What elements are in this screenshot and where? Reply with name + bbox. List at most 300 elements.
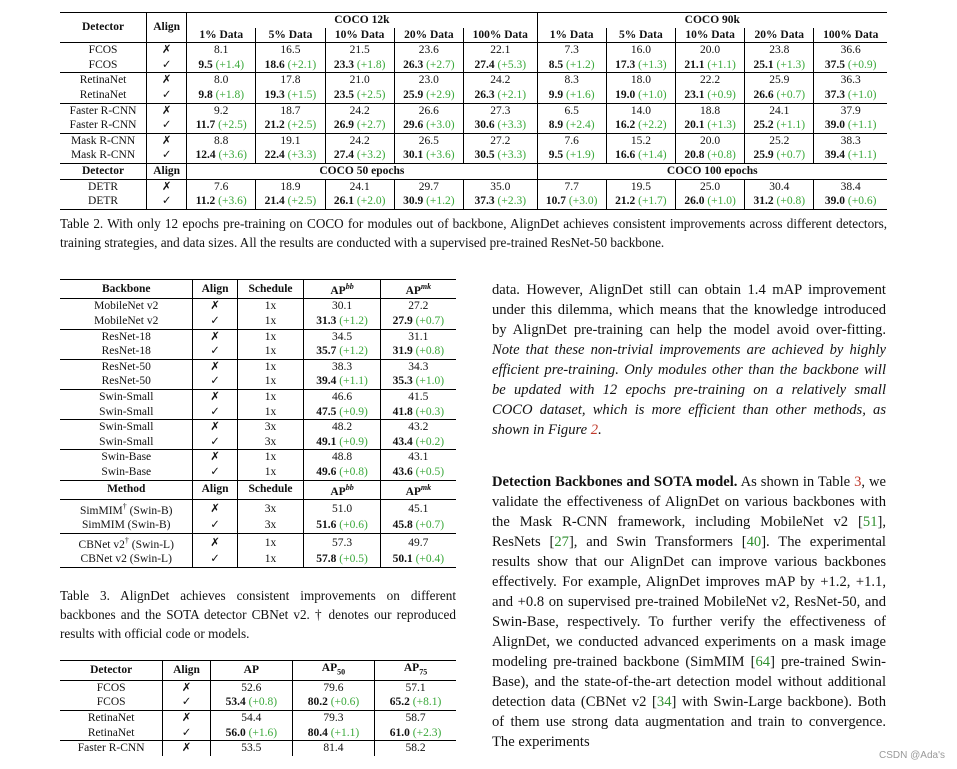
table-row xyxy=(60,389,456,404)
ap-bb-cell: 31.3 (+1.2) xyxy=(304,314,380,329)
value-cell: 23.1 (+0.9) xyxy=(675,88,744,103)
t2-column-header: 100% Data xyxy=(463,28,537,43)
align-mark: ✓ xyxy=(147,194,187,209)
ap-mk-cell: 41.8 (+0.3) xyxy=(380,405,456,420)
align-mark: ✓ xyxy=(193,465,237,480)
citation-34[interactable]: 34 xyxy=(656,694,672,710)
value-cell: 36.3 xyxy=(814,73,887,88)
value-cell: 37.9 xyxy=(814,103,887,118)
ap-mk-cell: 31.9 (+0.8) xyxy=(380,344,456,359)
value-cell: 61.0 (+2.3) xyxy=(375,726,456,741)
value-cell: 21.1 (+1.1) xyxy=(675,58,744,73)
value-cell: 23.8 xyxy=(745,43,814,58)
value-cell: 9.5 (+1.4) xyxy=(187,58,256,73)
body-paragraph-overfitting xyxy=(492,280,886,440)
t2-group2-header: COCO 100 epochs xyxy=(537,163,887,179)
value-cell: 14.0 xyxy=(606,103,675,118)
value-cell: 80.2 (+0.6) xyxy=(292,695,374,710)
schedule-cell: 1x xyxy=(237,314,304,329)
ap-bb-cell: 34.5 xyxy=(304,329,380,344)
detector-name: RetinaNet xyxy=(87,726,135,739)
align-mark: ✓ xyxy=(193,314,237,329)
value-cell: 27.4 (+5.3) xyxy=(463,58,537,73)
ap-mk-cell: 31.1 xyxy=(380,329,456,344)
align-mark: ✓ xyxy=(193,374,237,389)
align-mark: ✗ xyxy=(163,711,210,726)
table-row xyxy=(60,43,887,58)
value-cell: 52.6 xyxy=(210,680,292,695)
backbone-name: MobileNet v2 xyxy=(94,315,159,328)
align-mark: ✓ xyxy=(147,148,187,163)
ap-bb-cell: 35.7 (+1.2) xyxy=(304,344,380,359)
ap-bb-cell: 57.3 xyxy=(304,533,380,552)
t2-column-header: 1% Data xyxy=(187,28,256,43)
value-cell: 30.9 (+1.2) xyxy=(394,194,463,209)
t3-apmk-header: $AP^{mk}$ xyxy=(380,280,456,299)
t2-subheader-row xyxy=(60,163,887,179)
value-cell: 16.2 (+2.2) xyxy=(606,118,675,133)
section-heading: Detection Backbones and SOTA model. xyxy=(492,474,738,490)
t2-column-header: 20% Data xyxy=(394,28,463,43)
value-cell: 20.0 xyxy=(675,43,744,58)
t2-column-header: 1% Data xyxy=(537,28,606,43)
schedule-cell: 1x xyxy=(237,329,304,344)
align-mark: ✗ xyxy=(147,133,187,148)
value-cell: 22.1 xyxy=(463,43,537,58)
table-row xyxy=(60,695,456,710)
schedule-cell: 1x xyxy=(237,359,304,374)
table-2 xyxy=(60,12,887,210)
citation-40[interactable]: 40 xyxy=(746,534,762,550)
table-row xyxy=(60,726,456,741)
value-cell: 8.1 xyxy=(187,43,256,58)
detector-name: Mask R-CNN xyxy=(70,149,136,162)
value-cell: 8.8 xyxy=(187,133,256,148)
value-cell: 19.0 (+1.0) xyxy=(606,88,675,103)
value-cell: 25.0 xyxy=(675,179,744,194)
table-row xyxy=(60,741,456,756)
backbone-name: Swin-Small xyxy=(99,405,154,418)
schedule-cell: 1x xyxy=(237,465,304,480)
value-cell: 30.1 (+3.6) xyxy=(394,148,463,163)
t3-apbb-header: $AP^{bb}$ xyxy=(304,480,380,499)
value-cell: 16.5 xyxy=(256,43,325,58)
value-cell: 22.2 xyxy=(675,73,744,88)
align-mark: ✓ xyxy=(147,58,187,73)
method-name: CBNet v2 (Swin-L) xyxy=(80,553,172,566)
t3-method-header-row xyxy=(60,480,456,499)
value-cell: 7.6 xyxy=(187,179,256,194)
table-row xyxy=(60,118,887,133)
value-cell: 19.3 (+1.5) xyxy=(256,88,325,103)
ap-bb-cell: 48.2 xyxy=(304,420,380,435)
ap-mk-cell: 45.1 xyxy=(380,499,456,518)
ap-mk-cell: 34.3 xyxy=(380,359,456,374)
value-cell: 16.6 (+1.4) xyxy=(606,148,675,163)
detector-name: Faster R-CNN xyxy=(69,104,137,117)
value-cell: 6.5 xyxy=(537,103,606,118)
table-4 xyxy=(60,660,456,756)
schedule-cell: 3x xyxy=(237,435,304,450)
table-row xyxy=(60,680,456,695)
value-cell: 12.4 (+3.6) xyxy=(187,148,256,163)
value-cell: 25.2 (+1.1) xyxy=(745,118,814,133)
schedule-cell: 1x xyxy=(237,344,304,359)
ap-mk-cell: 43.1 xyxy=(380,450,456,465)
table-row xyxy=(60,88,887,103)
schedule-cell: 1x xyxy=(237,389,304,404)
align-mark: ✗ xyxy=(193,420,237,435)
backbone-name: ResNet-18 xyxy=(101,345,151,358)
value-cell: 79.6 xyxy=(292,680,374,695)
value-cell: 37.3 (+2.3) xyxy=(463,194,537,209)
table-row xyxy=(60,329,456,344)
ap-bb-cell: 46.6 xyxy=(304,389,380,404)
table-row xyxy=(60,148,887,163)
value-cell: 21.4 (+2.5) xyxy=(256,194,325,209)
table-row xyxy=(60,711,456,726)
t4-align-header: Align xyxy=(163,661,210,681)
value-cell: 26.1 (+2.0) xyxy=(325,194,394,209)
method-name: CBNet v2† (Swin-L) xyxy=(78,535,174,551)
detector-name: FCOS xyxy=(96,681,126,694)
value-cell: 9.2 xyxy=(187,103,256,118)
value-cell: 25.1 (+1.3) xyxy=(745,58,814,73)
ap-mk-cell: 27.2 xyxy=(380,299,456,314)
value-cell: 19.5 xyxy=(606,179,675,194)
value-cell: 18.6 (+2.1) xyxy=(256,58,325,73)
schedule-cell: 1x xyxy=(237,450,304,465)
value-cell: 7.6 xyxy=(537,133,606,148)
detector-name: FCOS xyxy=(88,44,118,57)
schedule-cell: 1x xyxy=(237,552,304,567)
value-cell: 30.4 xyxy=(745,179,814,194)
schedule-cell: 1x xyxy=(237,405,304,420)
ap-mk-cell: 41.5 xyxy=(380,389,456,404)
t3-apbb-header: $AP^{bb}$ xyxy=(304,280,380,299)
value-cell: 18.7 xyxy=(256,103,325,118)
t3-apmk-header: $AP^{mk}$ xyxy=(380,480,456,499)
align-mark: ✗ xyxy=(193,533,237,552)
ap-bb-cell: 49.6 (+0.8) xyxy=(304,465,380,480)
value-cell: 38.3 xyxy=(814,133,887,148)
value-cell: 9.8 (+1.8) xyxy=(187,88,256,103)
value-cell: 65.2 (+8.1) xyxy=(375,695,456,710)
table-row xyxy=(60,194,887,209)
value-cell: 26.3 (+2.7) xyxy=(394,58,463,73)
value-cell: 30.6 (+3.3) xyxy=(463,118,537,133)
table-row xyxy=(60,435,456,450)
value-cell: 22.4 (+3.3) xyxy=(256,148,325,163)
p1-text: data. However, AlignDet still can obtain 1.4 mAP improvement under this dilemma, which means that the knowledge introduced by AlignDet pre-training can help the model avoid over-fitting. xyxy=(492,282,886,338)
align-mark: ✓ xyxy=(163,695,210,710)
value-cell: 39.0 (+1.1) xyxy=(814,118,887,133)
value-cell: 21.0 xyxy=(325,73,394,88)
align-mark: ✓ xyxy=(193,552,237,567)
value-cell: 26.3 (+2.1) xyxy=(463,88,537,103)
value-cell: 20.1 (+1.3) xyxy=(675,118,744,133)
value-cell: 36.6 xyxy=(814,43,887,58)
value-cell: 7.3 xyxy=(537,43,606,58)
value-cell: 35.0 xyxy=(463,179,537,194)
detector-name: DETR xyxy=(88,180,119,193)
table-row xyxy=(60,552,456,567)
t3-method-header: Method xyxy=(107,483,146,496)
value-cell: 9.9 (+1.6) xyxy=(537,88,606,103)
backbone-name: Swin-Small xyxy=(99,390,154,403)
table-row xyxy=(60,374,456,389)
value-cell: 18.8 xyxy=(675,103,744,118)
ap-bb-cell: 30.1 xyxy=(304,299,380,314)
value-cell: 20.8 (+0.8) xyxy=(675,148,744,163)
ap-bb-cell: 38.3 xyxy=(304,359,380,374)
table-2-caption: Table 2. With only 12 epochs pre-training on COCO for modules out of backbone, AlignDet achieves consistent improvements across different detectors, training strategies, and data sizes. All the results are conducted with a supervised pre-trained ResNet-50 backbone. xyxy=(60,216,887,250)
ap-bb-cell: 39.4 (+1.1) xyxy=(304,374,380,389)
detector-name: FCOS xyxy=(88,58,118,71)
schedule-cell: 3x xyxy=(237,499,304,518)
value-cell: 8.5 (+1.2) xyxy=(537,58,606,73)
ap-mk-cell: 45.8 (+0.7) xyxy=(380,518,456,533)
ap-bb-cell: 51.6 (+0.6) xyxy=(304,518,380,533)
ap-mk-cell: 27.9 (+0.7) xyxy=(380,314,456,329)
backbone-name: Swin-Small xyxy=(99,421,154,434)
ap-bb-cell: 57.8 (+0.5) xyxy=(304,552,380,567)
backbone-name: Swin-Small xyxy=(99,435,154,448)
ap-bb-cell: 48.8 xyxy=(304,450,380,465)
table-row xyxy=(60,299,456,314)
t2-align-header: Align xyxy=(147,13,187,43)
value-cell: 23.0 xyxy=(394,73,463,88)
t2-group1-header: COCO 50 epochs xyxy=(187,163,537,179)
align-mark: ✗ xyxy=(147,43,187,58)
citation-51[interactable]: 51 xyxy=(862,514,878,530)
value-cell: 58.7 xyxy=(375,711,456,726)
table-3 xyxy=(60,279,456,568)
value-cell: 24.2 xyxy=(325,133,394,148)
detector-name: RetinaNet xyxy=(87,712,135,725)
value-cell: 11.2 (+3.6) xyxy=(187,194,256,209)
body-paragraph-backbones: Detection Backbones and SOTA model. As shown in Table 3, we validate the effectiveness of AlignDet on various backbones with the Mask R-CNN framework, including MobileNet v2 [51], ResNets [27], and Swin Transformers [40]. The experimental results show that our AlignDet can improve various backbones effectively. For example, AlignDet improves mAP by +1.2, +1.1, and +0.8 on supervised pre-trained MobileNet v2, ResNet-50, and Swin-Base, respectively. To further verify the effectiveness of AlignDet, we conducted advanced experiments on a mask image modeling pre-trained backbone (SimMIM [64] pre-trained Swin-Base), and the state-of-the-art detection model without additional detection data (CBNet v2 [34] with Swin-Large backbone). Both of them use strong data augmentation and train to convergence. The experiments xyxy=(492,474,886,750)
value-cell: 39.4 (+1.1) xyxy=(814,148,887,163)
schedule-cell: 3x xyxy=(237,420,304,435)
value-cell: 17.8 xyxy=(256,73,325,88)
value-cell: 24.1 xyxy=(325,179,394,194)
p1-italic: Note that these non-trivial improvements are achieved by highly efficient pre-training. Only modules other than the backbone will be updated with 12 epochs pre-training on a relatively small COCO dataset, which is more efficient than other methods, as shown in Figure 2. xyxy=(492,342,886,438)
ap-mk-cell: 49.7 xyxy=(380,533,456,552)
ap-bb-cell: 47.5 (+0.9) xyxy=(304,405,380,420)
method-name: SimMIM (Swin-B) xyxy=(81,519,171,532)
value-cell: 37.5 (+0.9) xyxy=(814,58,887,73)
table-row xyxy=(60,450,456,465)
schedule-cell: 1x xyxy=(237,299,304,314)
table-row xyxy=(60,314,456,329)
align-mark: ✓ xyxy=(193,405,237,420)
table-row xyxy=(60,179,887,194)
value-cell: 26.9 (+2.7) xyxy=(325,118,394,133)
t2-column-header: 5% Data xyxy=(606,28,675,43)
value-cell: 8.0 xyxy=(187,73,256,88)
table-row xyxy=(60,58,887,73)
backbone-name: ResNet-50 xyxy=(101,360,151,373)
value-cell: 53.4 (+0.8) xyxy=(210,695,292,710)
value-cell: 19.1 xyxy=(256,133,325,148)
ap-bb-cell: 49.1 (+0.9) xyxy=(304,435,380,450)
value-cell: 21.2 (+2.5) xyxy=(256,118,325,133)
t2-column-header: 20% Data xyxy=(745,28,814,43)
t2-group1-header: COCO 12k xyxy=(187,13,537,28)
t4-detector-header: Detector xyxy=(90,664,133,677)
backbone-name: MobileNet v2 xyxy=(94,300,159,313)
method-name: SimMIM† (Swin-B) xyxy=(79,501,173,517)
t2-column-header: 5% Data xyxy=(256,28,325,43)
value-cell: 30.5 (+3.3) xyxy=(463,148,537,163)
align-mark: ✓ xyxy=(163,726,210,741)
align-mark: ✗ xyxy=(193,299,237,314)
value-cell: 15.2 xyxy=(606,133,675,148)
table-row xyxy=(60,518,456,533)
schedule-cell: 1x xyxy=(237,374,304,389)
table-row xyxy=(60,344,456,359)
align-mark: ✓ xyxy=(193,435,237,450)
value-cell: 58.2 xyxy=(375,741,456,756)
backbone-name: ResNet-18 xyxy=(101,330,151,343)
t3-schedule-header: Schedule xyxy=(237,280,304,299)
t2-detector-header: Detector xyxy=(81,21,125,34)
value-cell: 29.6 (+3.0) xyxy=(394,118,463,133)
value-cell: 37.3 (+1.0) xyxy=(814,88,887,103)
t2-detector-header: Detector xyxy=(81,164,125,177)
citation-64[interactable]: 64 xyxy=(755,654,771,670)
t3-backbone-header: Backbone xyxy=(101,282,151,295)
align-mark: ✗ xyxy=(193,389,237,404)
figure-2-link[interactable]: 2 xyxy=(590,422,599,438)
align-mark: ✓ xyxy=(193,344,237,359)
table-row xyxy=(60,133,887,148)
t3-align-header: Align xyxy=(193,480,237,499)
value-cell: 10.7 (+3.0) xyxy=(537,194,606,209)
ap-mk-cell: 43.2 xyxy=(380,420,456,435)
value-cell: 79.3 xyxy=(292,711,374,726)
ap-bb-cell: 51.0 xyxy=(304,499,380,518)
value-cell: 54.4 xyxy=(210,711,292,726)
detector-name: Faster R-CNN xyxy=(69,119,137,132)
align-mark: ✗ xyxy=(163,741,210,756)
table-row xyxy=(60,420,456,435)
align-mark: ✗ xyxy=(193,329,237,344)
value-cell: 17.3 (+1.3) xyxy=(606,58,675,73)
backbone-name: ResNet-50 xyxy=(101,375,151,388)
citation-27[interactable]: 27 xyxy=(554,534,569,550)
t4-ap-header: AP xyxy=(210,661,292,681)
align-mark: ✓ xyxy=(193,518,237,533)
t4-ap75-header: $AP_{75}$ xyxy=(375,661,456,681)
detector-name: RetinaNet xyxy=(79,74,127,87)
value-cell: 31.2 (+0.8) xyxy=(745,194,814,209)
value-cell: 7.7 xyxy=(537,179,606,194)
t2-column-header: 10% Data xyxy=(325,28,394,43)
value-cell: 24.2 xyxy=(325,103,394,118)
table-row xyxy=(60,533,456,552)
t2-column-header: 10% Data xyxy=(675,28,744,43)
detector-name: RetinaNet xyxy=(79,88,127,101)
value-cell: 8.9 (+2.4) xyxy=(537,118,606,133)
align-mark: ✓ xyxy=(147,88,187,103)
value-cell: 80.4 (+1.1) xyxy=(292,726,374,741)
value-cell: 25.9 (+2.9) xyxy=(394,88,463,103)
value-cell: 26.0 (+1.0) xyxy=(675,194,744,209)
value-cell: 29.7 xyxy=(394,179,463,194)
ap-mk-cell: 35.3 (+1.0) xyxy=(380,374,456,389)
align-mark: ✗ xyxy=(193,359,237,374)
value-cell: 25.2 xyxy=(745,133,814,148)
value-cell: 23.3 (+1.8) xyxy=(325,58,394,73)
t2-column-header: 100% Data xyxy=(814,28,887,43)
t3-align-header: Align xyxy=(193,280,237,299)
value-cell: 39.0 (+0.6) xyxy=(814,194,887,209)
value-cell: 26.6 (+0.7) xyxy=(745,88,814,103)
table-row xyxy=(60,73,887,88)
detector-name: Faster R-CNN xyxy=(77,742,145,755)
value-cell: 18.9 xyxy=(256,179,325,194)
align-mark: ✗ xyxy=(193,499,237,518)
detector-name: DETR xyxy=(88,195,119,208)
value-cell: 56.0 (+1.6) xyxy=(210,726,292,741)
value-cell: 26.5 xyxy=(394,133,463,148)
table-row xyxy=(60,465,456,480)
value-cell: 21.5 xyxy=(325,43,394,58)
backbone-name: Swin-Base xyxy=(101,451,152,464)
align-mark: ✗ xyxy=(193,450,237,465)
value-cell: 57.1 xyxy=(375,680,456,695)
value-cell: 18.0 xyxy=(606,73,675,88)
schedule-cell: 1x xyxy=(237,533,304,552)
align-mark: ✗ xyxy=(163,680,210,695)
table-row xyxy=(60,359,456,374)
value-cell: 24.2 xyxy=(463,73,537,88)
value-cell: 23.5 (+2.5) xyxy=(325,88,394,103)
value-cell: 9.5 (+1.9) xyxy=(537,148,606,163)
backbone-name: Swin-Base xyxy=(101,465,152,478)
ap-mk-cell: 43.6 (+0.5) xyxy=(380,465,456,480)
value-cell: 26.6 xyxy=(394,103,463,118)
value-cell: 38.4 xyxy=(814,179,887,194)
t2-group2-header: COCO 90k xyxy=(537,13,887,28)
value-cell: 24.1 xyxy=(745,103,814,118)
table-row xyxy=(60,103,887,118)
table-3-caption: Table 3. AlignDet achieves consistent improvements on different backbones and the SOTA detector CBNet v2. † denotes our reproduced results with official code or models. xyxy=(60,588,456,641)
ap-mk-cell: 43.4 (+0.2) xyxy=(380,435,456,450)
align-mark: ✗ xyxy=(147,73,187,88)
table-row xyxy=(60,405,456,420)
value-cell: 16.0 xyxy=(606,43,675,58)
value-cell: 27.2 xyxy=(463,133,537,148)
value-cell: 27.4 (+3.2) xyxy=(325,148,394,163)
value-cell: 21.2 (+1.7) xyxy=(606,194,675,209)
value-cell: 8.3 xyxy=(537,73,606,88)
value-cell: 27.3 xyxy=(463,103,537,118)
t3-schedule-header: Schedule xyxy=(237,480,304,499)
value-cell: 20.0 xyxy=(675,133,744,148)
table-3-link[interactable]: 3 xyxy=(854,474,862,490)
t2-align-header: Align xyxy=(147,163,187,179)
value-cell: 25.9 (+0.7) xyxy=(745,148,814,163)
value-cell: 23.6 xyxy=(394,43,463,58)
align-mark: ✓ xyxy=(147,118,187,133)
table-row xyxy=(60,499,456,518)
align-mark: ✗ xyxy=(147,179,187,194)
value-cell: 11.7 (+2.5) xyxy=(187,118,256,133)
t4-ap50-header: $AP_{50}$ xyxy=(292,661,374,681)
